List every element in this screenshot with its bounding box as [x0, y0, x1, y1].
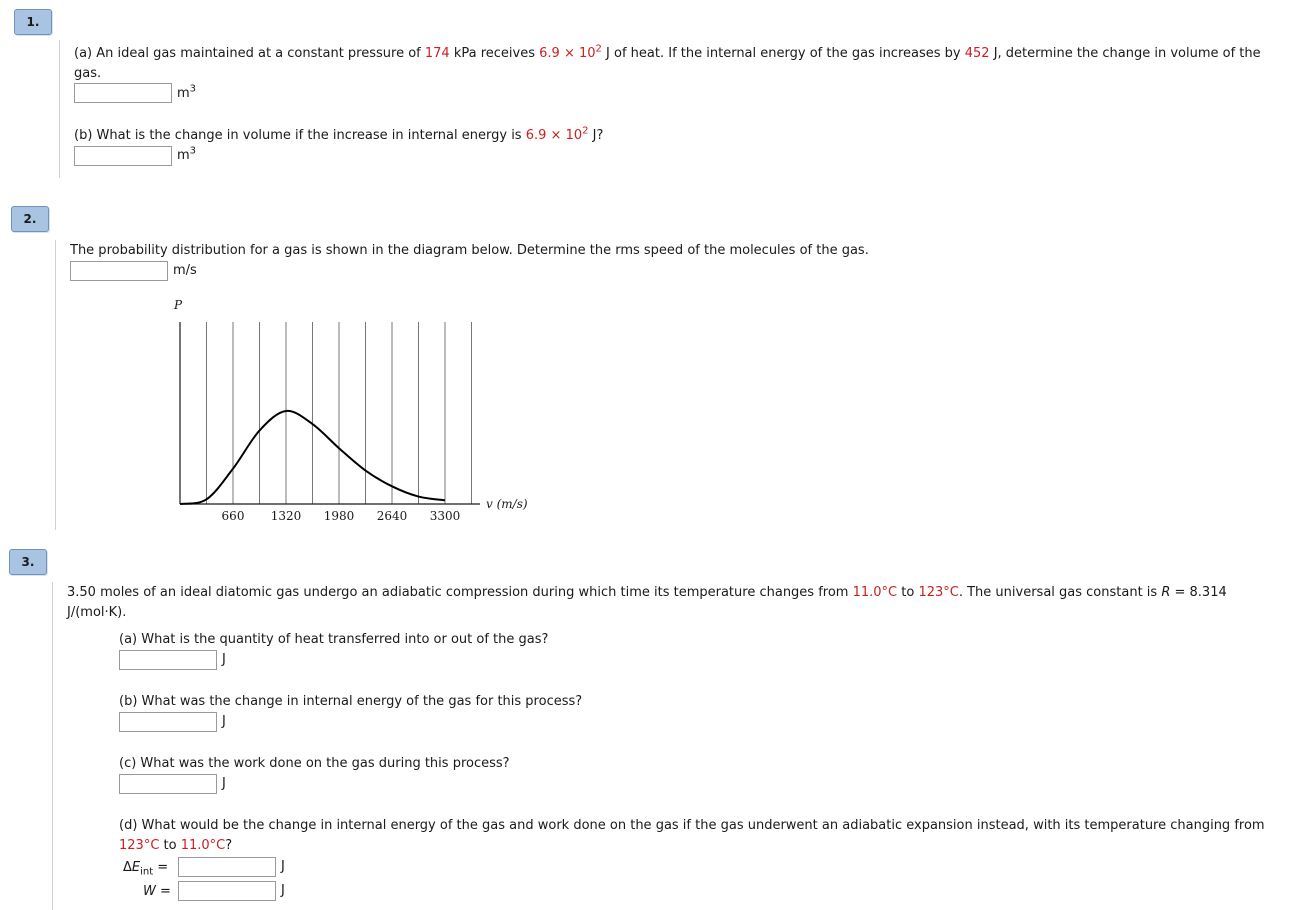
q1b-prompt: (b) What is the change in volume if the increase in internal energy is $6.9 \times 10^2$ J? [74, 125, 604, 143]
q3d-delta-e-label: $\Delta E_{int}$ = [123, 860, 169, 878]
q3c-unit: J [222, 776, 226, 791]
question-divider [52, 582, 53, 910]
q3d-work-unit: J [281, 883, 285, 898]
q2-unit: m/s [173, 263, 197, 278]
q3b-unit: J [222, 714, 226, 729]
q3d-delta-e-answer-field[interactable] [178, 857, 276, 877]
y-axis-label: P [174, 298, 183, 312]
q3b-internal-energy-answer-field[interactable] [119, 712, 217, 732]
q3a-heat-answer-field[interactable] [119, 650, 217, 670]
q1a-prompt-cont: gas. [74, 66, 102, 81]
q3d-prompt: (d) What would be the change in internal energy of the gas and work done on the gas if the gas underwent an adiabatic expansion instead, with its temperature changing from [119, 818, 1265, 833]
x-axis-label: v (m/s) [486, 497, 528, 511]
q3d-work-label: W = [143, 884, 171, 899]
question-divider [55, 240, 56, 530]
x-tick-label: 660 [221, 509, 245, 523]
q1a-prompt: (a) An ideal gas maintained at a constant pressure of 174 kPa receives $6.9 \times 10^2$ J of heat. If the internal energy of the gas increases by 452 J, determine the change in volume of the [74, 43, 1261, 61]
q3d-delta-e-unit: J [281, 859, 285, 874]
question-number-badge: 1. [14, 9, 52, 35]
q1b-unit: $m^3$ [177, 145, 197, 163]
question-number-badge: 2. [11, 206, 49, 232]
q3b-prompt: (b) What was the change in internal energy of the gas for this process? [119, 694, 583, 709]
q3-intro: 3.50 moles of an ideal diatomic gas undergo an adiabatic compression during which time its temperature changes from 11.0°C to 123°C. The universal gas constant is R = 8.314 [67, 585, 1227, 600]
x-tick-label: 1980 [323, 509, 355, 523]
q3c-prompt: (c) What was the work done on the gas during this process? [119, 756, 510, 771]
q2-rms-speed-answer-field[interactable] [70, 261, 168, 281]
q2-prompt: The probability distribution for a gas is shown in the diagram below. Determine the rms speed of the molecules of the gas. [70, 243, 869, 258]
q3c-work-answer-field[interactable] [119, 774, 217, 794]
q1b-volume-answer-field[interactable] [74, 146, 172, 166]
q1a-unit: $m^3$ [177, 83, 197, 101]
q3a-prompt: (a) What is the quantity of heat transferred into or out of the gas? [119, 632, 549, 647]
x-tick-label: 2640 [376, 509, 408, 523]
x-tick-label: 3300 [429, 509, 461, 523]
q3a-unit: J [222, 652, 226, 667]
question-number-badge: 3. [9, 549, 47, 575]
speed-distribution-chart [160, 290, 560, 530]
q3d-prompt-cont: 123°C to 11.0°C? [119, 838, 233, 853]
q3d-work-answer-field[interactable] [178, 881, 276, 901]
q1a-volume-answer-field[interactable] [74, 83, 172, 103]
question-divider [59, 40, 60, 178]
x-tick-label: 1320 [270, 509, 302, 523]
q3-intro-cont: J/(mol·K). [67, 605, 127, 620]
